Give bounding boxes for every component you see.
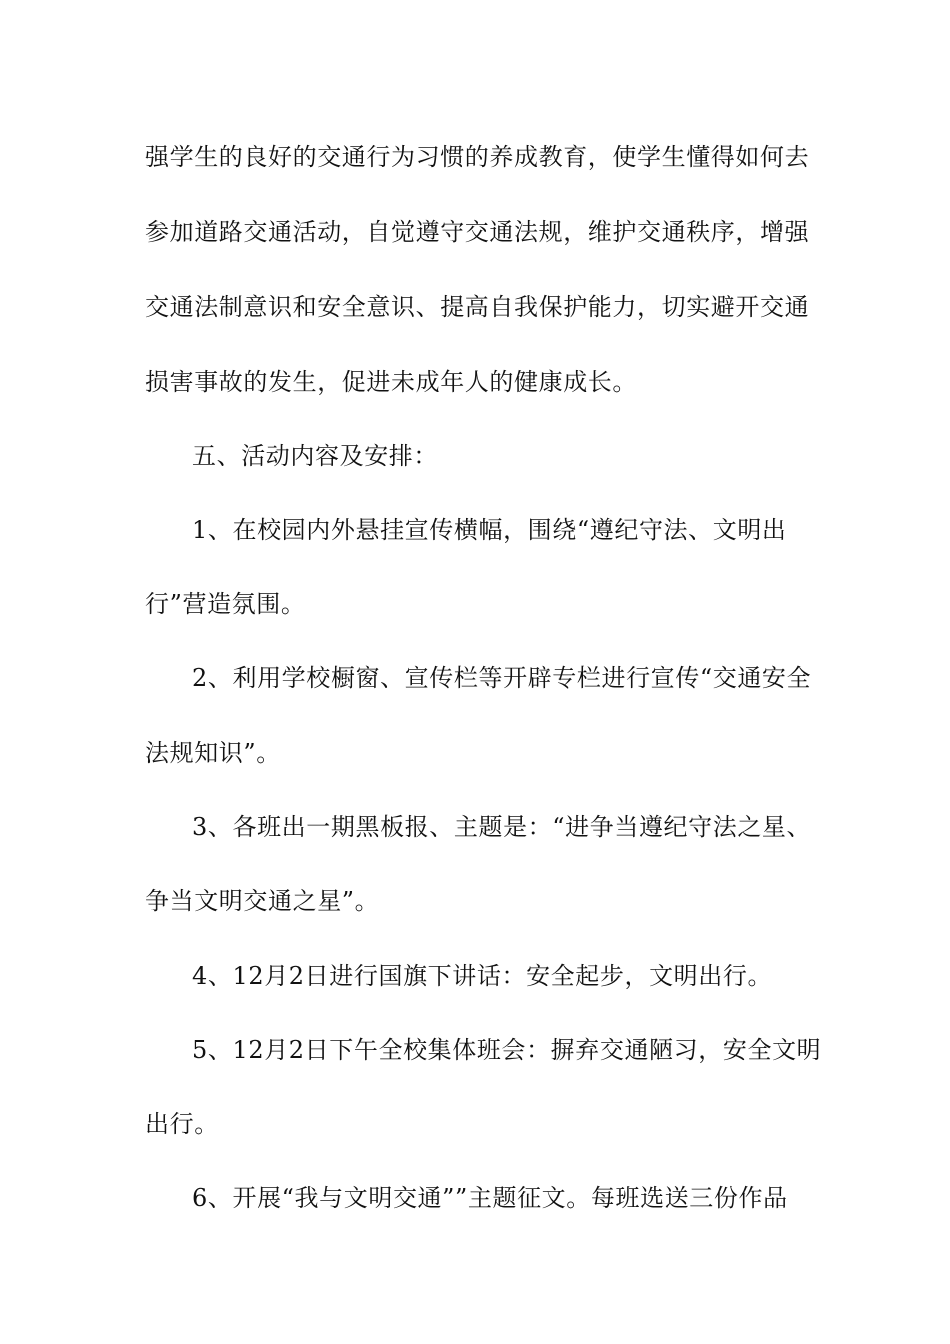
list-item: 2、利用学校橱窗、宣传栏等开辟专栏进行宣传“交通安全 [192,664,812,692]
list-item: 6、开展“我与文明交通””主题征文。每班选送三份作品 [192,1184,788,1212]
paragraph-line: 交通法制意识和安全意识、提高自我保护能力，切实避开交通 [145,293,810,321]
list-item-continuation: 行”营造氛围。 [145,590,306,618]
list-item-continuation: 法规知识”。 [145,739,281,767]
list-item: 4、12月2日进行国旗下讲话：安全起步，文明出行。 [192,962,773,990]
list-item: 1、在校园内外悬挂宣传横幅，围绕“遵纪守法、文明出 [192,516,787,544]
section-heading: 五、活动内容及安排： [192,442,438,470]
list-item: 5、12月2日下午全校集体班会：摒弃交通陋习，安全文明 [192,1036,822,1064]
list-item: 3、各班出一期黑板报、主题是：“进争当遵纪守法之星、 [192,813,812,841]
paragraph-line: 损害事故的发生，促进未成年人的健康成长。 [145,368,637,396]
paragraph-line: 强学生的良好的交通行为习惯的养成教育，使学生懂得如何去 [145,143,810,171]
list-item-continuation: 出行。 [145,1110,219,1138]
list-item-continuation: 争当文明交通之星”。 [145,887,380,915]
paragraph-line: 参加道路交通活动，自觉遵守交通法规，维护交通秩序，增强 [145,218,810,246]
